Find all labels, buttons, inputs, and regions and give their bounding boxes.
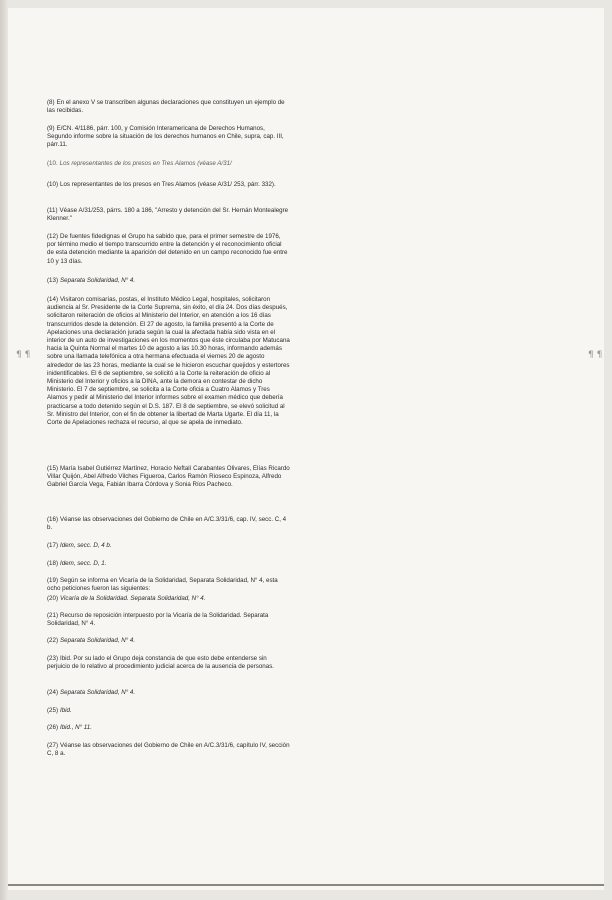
- gutter-mark-left: ¶ ¶: [16, 350, 31, 360]
- footnote-8: (8) En el anexo V se transcriben algunas declaraciones que constituyen un ejemplo de las recibidas.: [47, 99, 285, 115]
- footnote-23: (23) Ibid. Por su lado el Grupo deja constancia de que esto debe entenderse sin perjuicio de lo relativo al procedimiento judicial acerca de la ausencia de personas.: [47, 655, 275, 671]
- footnote-10: (10) Los representantes de los presos en Tres Alamos (véase A/31/ 253, párr. 332).: [47, 181, 276, 188]
- footnote-15: (15) María Isabel Gutiérrez Martínez, Horacio Neftalí Carabantes Olivares, Elías Ricardo Villar Quijón, Abel Alfredo Vilches Figueroa, Carlos Ramón Rioseco Espinoza, Alfredo Gabriel García Vega, Fabián Ibarra Córdova y Sonia Ríos Pacheco.: [47, 465, 290, 489]
- footnote-13: (13) Separata Solidaridad, N° 4.: [47, 277, 136, 284]
- bottom-rule: [8, 884, 604, 886]
- footnote-16: (16) Véanse las observaciones del Gobierno de Chile en A/C.3/31/6, cap. IV, secc. C, 4 b.: [47, 516, 287, 532]
- footnote-27: (27) Véanse las observaciones del Gobierno de Chile en A/C.3/31/6, capítulo IV, sección C, 8 a.: [47, 742, 290, 758]
- footnote-20: (20) Vicaría de la Solidaridad. Separata Solidaridad, N° 4.: [47, 595, 206, 602]
- footnote-14: (14) Visitaron comisarías, postas, el Instituto Médico Legal, hospitales, solicitaron audiencia al Sr. Presidente de la Corte Suprema, sin éxito, el día 24. Dos días después, solicitaron reiteración de oficios al Ministerio del Interior, en atención a los 16 días transcurridos desde la detención. El 27 de agosto, la familia presentó a la Corte de Apelaciones una declaración jurada según la cual la afectada había sido vista en el interior de un auto de investigaciones en los momentos que éste circulaba por Matucana hacia la Quinta Normal el martes 10 de agosto a las 10.30 horas, informando además sobre una llamada telefónica a otra hermana efectuada el viernes 20 de agosto alrededor de las 23 horas, mediante la cual se le hicieron escuchar quejidos y estertores inidentificables. El 6 de septiembre, se solicitó a la Corte la reiteración de oficio al Ministerio del Interior y oficios a la DINA, ante la demora en contestar de dicho Ministerio. El 7 de septiembre, se solicita a la Corte oficia a Cuatro Alamos y Tres Alamos y pedir al Ministerio del Interior informes sobre el examen médico que debería practicarse a todo detenido según el D.S. 187. El 8 de septiembre, se elevó solicitud al Sr. Ministro del Interior, con el fin de obtener la libertad de Marta Ugarte. El día 11, la Corte de Apelaciones rechaza el recurso, al que se apela de inmediato.: [47, 296, 290, 427]
- footnote-26: (26) Ibid., N° 11.: [47, 724, 92, 731]
- footnote-12: (12) De fuentes fidedignas el Grupo ha sabido que, para el primer semestre de 1976, por término medio el tiempo transcurrido entre la detención y el reconocimiento oficial de esta detención mediante la aparición del detenido en un campo reconocido fue entre 10 y 13 días.: [47, 233, 288, 265]
- footnote-11: (11) Véase A/31/253, párrs. 180 a 186, "Arresto y detención del Sr. Hernán Montealegre Klenner.": [47, 207, 289, 223]
- footnote-18: (18) Idem, secc. D, 1.: [47, 560, 107, 567]
- footnote-10-struck: (10. Los representantes de los presos en Tres Alamos (véase A/31/: [47, 160, 232, 167]
- footnote-9: (9) E/CN. 4/1186, párr. 100, y Comisión Interamericana de Derechos Humanos, Segundo informe sobre la situación de los derechos humanos en Chile, supra, cap. III, párr.11.: [47, 125, 284, 149]
- gutter-mark-right: ¶ ¶: [588, 350, 603, 360]
- footnote-24: (24) Separata Solidaridad, N° 4.: [47, 689, 136, 696]
- footnote-17: (17) Idem, secc. D, 4 b.: [47, 542, 112, 549]
- page-edge-shadow: [0, 0, 8, 900]
- footnote-22: (22) Separata Solidaridad, N° 4.: [47, 637, 136, 644]
- footnote-19: (19) Según se informa en Vicaría de la Solidaridad, Separata Solidaridad, N° 4, esta ocho peticiones fueron las siguientes:: [47, 577, 278, 593]
- footnote-21: (21) Recurso de reposición interpuesto por la Vicaría de la Solidaridad. Separata Solidaridad, N° 4.: [47, 612, 269, 628]
- footnote-25: (25) Ibid.: [47, 707, 72, 714]
